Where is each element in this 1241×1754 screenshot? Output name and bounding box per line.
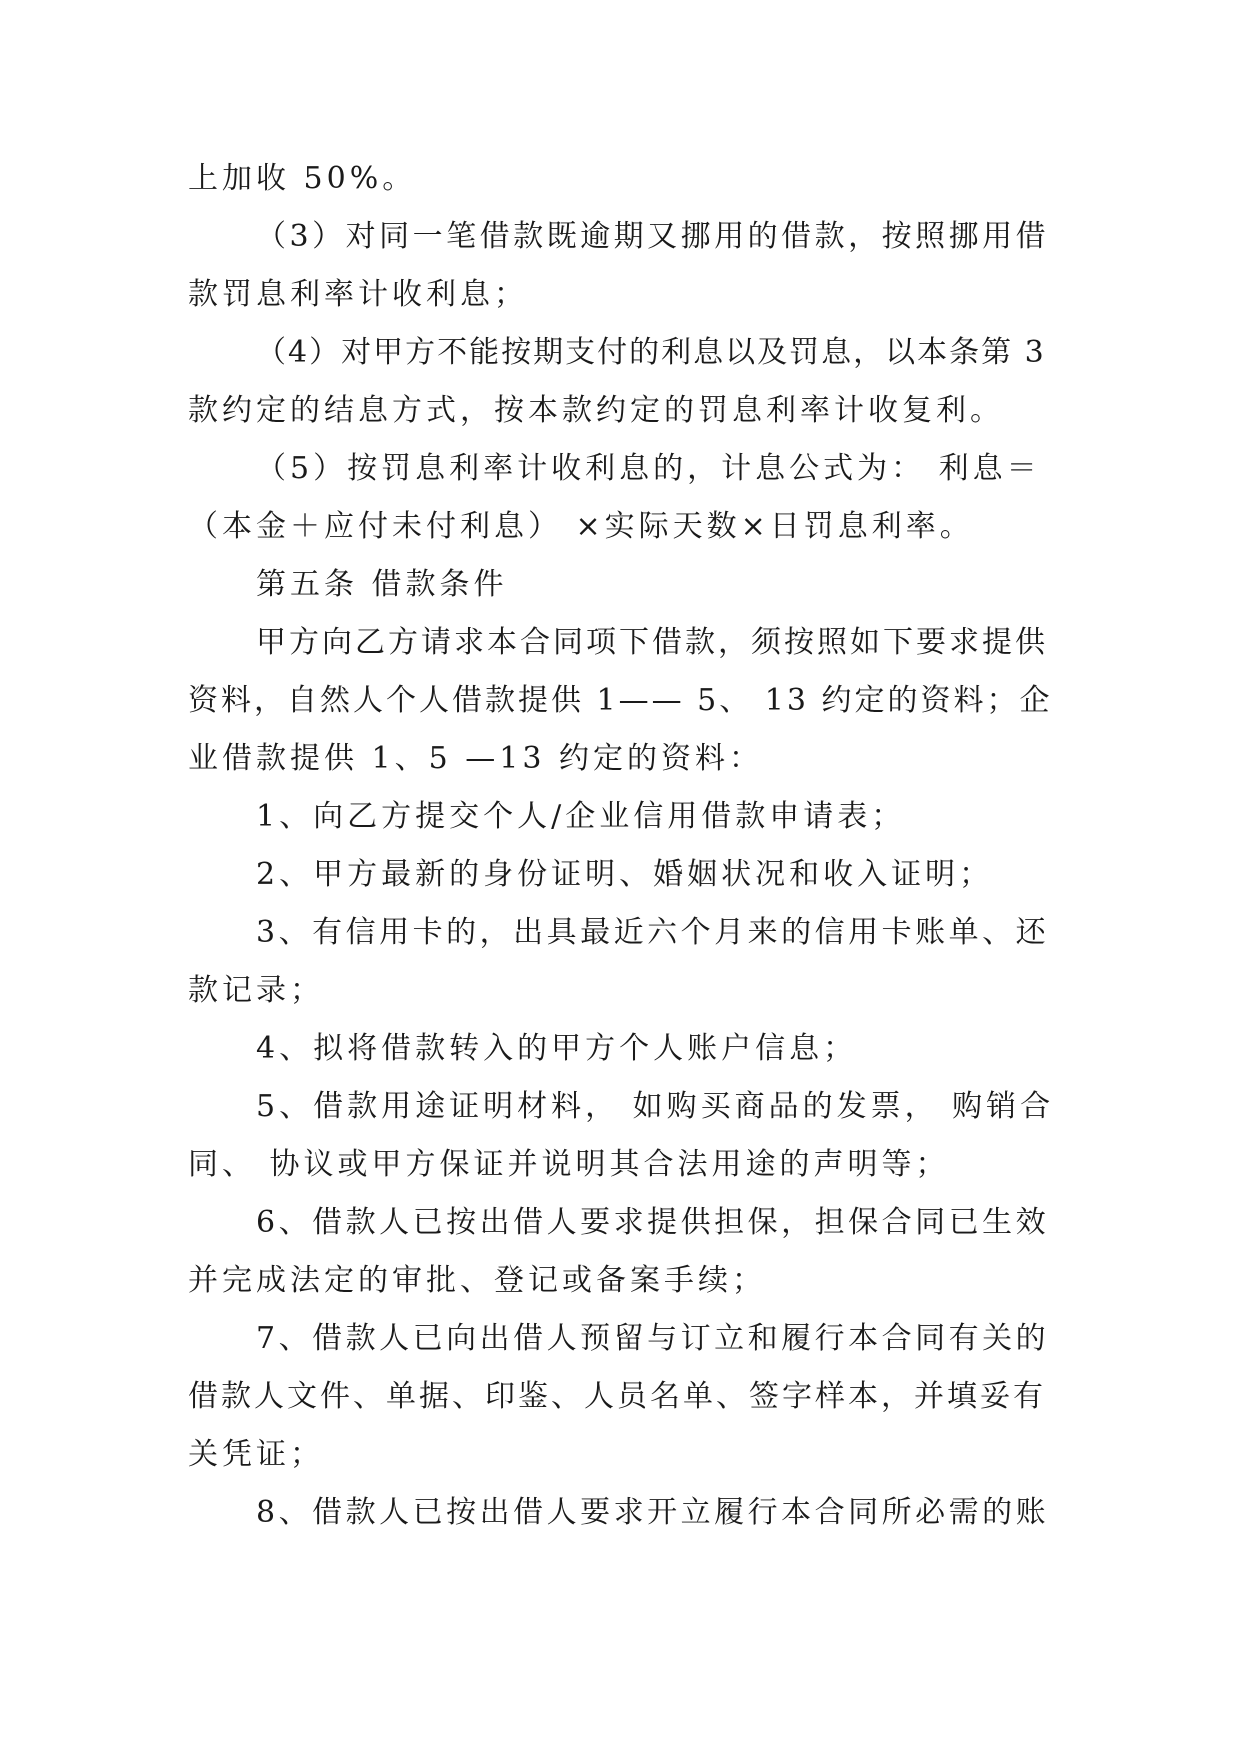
text-line: 资料，自然人个人借款提供 1—— 5、 13 约定的资料；企 [188,683,1053,718]
text-line: 款约定的结息方式，按本款约定的罚息利率计收复利。 [188,393,1004,428]
text-line: 同、 协议或甲方保证并说明其合法用途的声明等； [188,1147,950,1182]
list-item: 6、借款人已按出借人要求提供担保，担保合同已生效 [256,1205,1050,1240]
list-item: 5、借款用途证明材料， 如购买商品的发票， 购销合 [256,1089,1055,1124]
text-line: 业借款提供 1、5 —13 约定的资料： [188,741,763,776]
text-line: （本金＋应付未付利息） ×实际天数×日罚息利率。 [188,509,974,544]
list-item: 3、有信用卡的，出具最近六个月来的信用卡账单、还 [256,915,1050,950]
list-item: 1、向乙方提交个人/企业信用借款申请表； [256,799,906,834]
list-item: 4、拟将借款转入的甲方个人账户信息； [256,1031,858,1066]
text-line: 借款人文件、单据、印鉴、人员名单、签字样本，并填妥有 [188,1379,1046,1414]
document-page [188,150,1054,1542]
text-line: 并完成法定的审批、登记或备案手续； [188,1263,766,1298]
text-line: 甲方向乙方请求本合同项下借款，须按照如下要求提供 [256,625,1048,660]
text-line: （3）对同一笔借款既逾期又挪用的借款，按照挪用借 [256,219,1050,254]
list-item: 7、借款人已向出借人预留与订立和履行本合同有关的 [256,1321,1050,1356]
section-heading: 第五条 借款条件 [256,567,508,602]
list-item: 2、甲方最新的身份证明、婚姻状况和收入证明； [256,857,994,892]
text-line: 关凭证； [188,1437,324,1472]
text-line: （4）对甲方不能按期支付的利息以及罚息，以本条第 3 [256,335,1046,370]
text-line: 款记录； [188,973,324,1008]
text-line: 上加收 50%。 [188,161,417,196]
text-line: 款罚息利率计收利息； [188,277,528,312]
text-line: （5）按罚息利率计收利息的，计息公式为： 利息＝ [256,451,1041,486]
list-item: 8、借款人已按出借人要求开立履行本合同所必需的账 [256,1495,1050,1530]
